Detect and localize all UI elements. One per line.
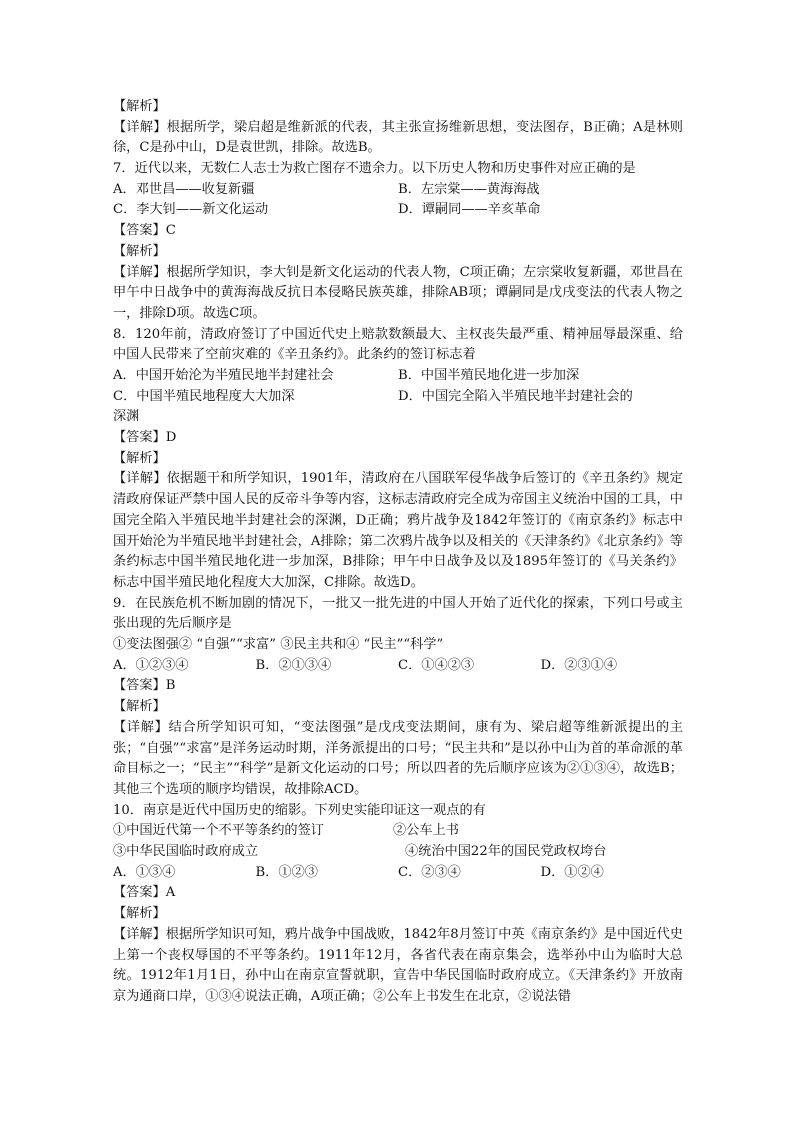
question-stem: 9．在民族危机不断加剧的情况下，一批又一批先进的中国人开始了近代化的探索，下列口号或主张出现的先后顺序是 bbox=[113, 595, 683, 632]
analysis-label: 【解析】 bbox=[113, 450, 166, 466]
option-row bbox=[113, 387, 683, 408]
question-items: ①变法图强② “自强”“求富” ③民主共和④ “民主”“科学” bbox=[113, 637, 444, 653]
question-item: ④统治中国22年的国民党政权垮台 bbox=[405, 844, 607, 860]
option-row bbox=[113, 863, 683, 884]
option-choice: D．谭嗣同——辛亥革命 bbox=[398, 202, 541, 218]
option-choice: B．①②③ bbox=[255, 864, 318, 880]
question-item: ②公车上书 bbox=[393, 823, 459, 839]
question-item: ③中华民国临时政府成立 bbox=[113, 844, 259, 860]
detail-paragraph: 【详解】根据所学知识可知，鸦片战争中国战败，1842年8月签订中英《南京条约》是中国近代史上第一个丧权辱国的不平等条约。1911年12月，各省代表在南京集会，选举孙中山为临时大总统。1912年1月1日，孙中山在南京宣誓就职，宣告中华民国临时政府成立。《天津条约》开放南京为通商口岸，①③④说法正确，A项正确；②公车上书发生在北京，②说法错 bbox=[113, 926, 683, 1004]
option-row bbox=[113, 656, 683, 677]
option-choice: D．中国完全陷入半殖民地半封建社会的 bbox=[398, 388, 633, 404]
question-stem: 10．南京是近代中国历史的缩影。下列史实能印证这一观点的有 bbox=[113, 802, 486, 818]
detail-paragraph: 【详解】根据所学，梁启超是维新派的代表，其主张宣扬维新思想，变法图存，B正确；A是林则徐，C是孙中山，D是袁世凯，排除。故选B。 bbox=[113, 119, 683, 156]
analysis-label: 【解析】 bbox=[113, 699, 166, 715]
option-choice: A．①②③④ bbox=[113, 657, 189, 673]
question-stem: 7．近代以来，无数仁人志士为救亡图存不遗余力。以下历史人物和历史事件对应正确的是 bbox=[113, 161, 636, 177]
option-choice: B．②①③④ bbox=[255, 657, 332, 673]
option-choice: A．中国开始沦为半殖民地半封建社会 bbox=[113, 368, 334, 384]
question-item: ①中国近代第一个不平等条约的签订 bbox=[113, 823, 324, 839]
option-choice: A．①③④ bbox=[113, 864, 176, 880]
option-choice: C．①④②③ bbox=[398, 657, 475, 673]
option-choice: B．中国半殖民地化进一步加深 bbox=[398, 368, 580, 384]
option-choice: A．邓世昌——收复新疆 bbox=[113, 181, 255, 197]
answer-line: 【答案】A bbox=[113, 885, 176, 901]
detail-paragraph: 【详解】依据题干和所学知识，1901年，清政府在八国联军侵华战争后签订的《辛丑条约》规定清政府保证严禁中国人民的反帝斗争等内容，这标志清政府完全成为帝国主义统治中国的工具，中国完全陷入半殖民地半封建社会的深渊，D正确；鸦片战争及1842年签订的《南京条约》标志中国开始沦为半殖民地半封建社会，A排除；第二次鸦片战争以及相关的《天津条约》《北京条约》等条约标志中国半殖民地化进一步加深，B排除；甲午中日战争及以及1895年签订的《马关条约》标志中国半殖民地化程度大大加深，C排除。故选D。 bbox=[113, 471, 683, 590]
option-choice: D．②③①④ bbox=[540, 657, 618, 673]
option-row bbox=[113, 180, 683, 201]
answer-line: 【答案】B bbox=[113, 678, 176, 694]
option-choice: C．中国半殖民地程度大大加深 bbox=[113, 388, 295, 404]
option-choice: C．②③④ bbox=[398, 864, 461, 880]
option-continuation: 深渊 bbox=[113, 409, 140, 425]
option-row bbox=[113, 366, 683, 387]
question-items bbox=[113, 842, 683, 863]
answer-line: 【答案】D bbox=[113, 430, 177, 446]
detail-paragraph: 【详解】结合所学知识可知，“变法图强”是戊戌变法期间，康有为、梁启超等维新派提出的主张；“自强”“求富”是洋务运动时期，洋务派提出的口号；“民主共和”是以孙中山为首的革命派的革命目标之一；“民主”“科学”是新文化运动的口号；所以四者的先后顺序应该为②①③④，故选B；其他三个选项的顺序均错误，故排除ACD。 bbox=[113, 719, 683, 797]
answer-line: 【答案】C bbox=[113, 223, 176, 239]
option-choice: C．李大钊——新文化运动 bbox=[113, 202, 269, 218]
option-row bbox=[113, 200, 683, 221]
analysis-label: 【解析】 bbox=[113, 243, 166, 259]
question-items bbox=[113, 821, 683, 842]
option-choice: D．①②④ bbox=[540, 864, 604, 880]
option-choice: B．左宗棠——黄海海战 bbox=[398, 181, 540, 197]
question-stem: 8．120年前，清政府签订了中国近代史上赔款数额最大、主权丧失最严重、精神屈辱最深重、给中国人民带来了空前灾难的《辛丑条约》。此条约的签订标志着 bbox=[113, 326, 683, 363]
detail-paragraph: 【详解】根据所学知识，李大钊是新文化运动的代表人物，C项正确；左宗棠收复新疆，邓世昌在甲午中日战争中的黄海海战反抗日本侵略民族英雄，排除AB项；谭嗣同是戊戌变法的代表人物之一，排除D项。故选C项。 bbox=[113, 264, 683, 321]
analysis-label: 【解析】 bbox=[113, 906, 166, 922]
document-body bbox=[113, 97, 683, 1008]
analysis-label: 【解析】 bbox=[113, 99, 166, 114]
